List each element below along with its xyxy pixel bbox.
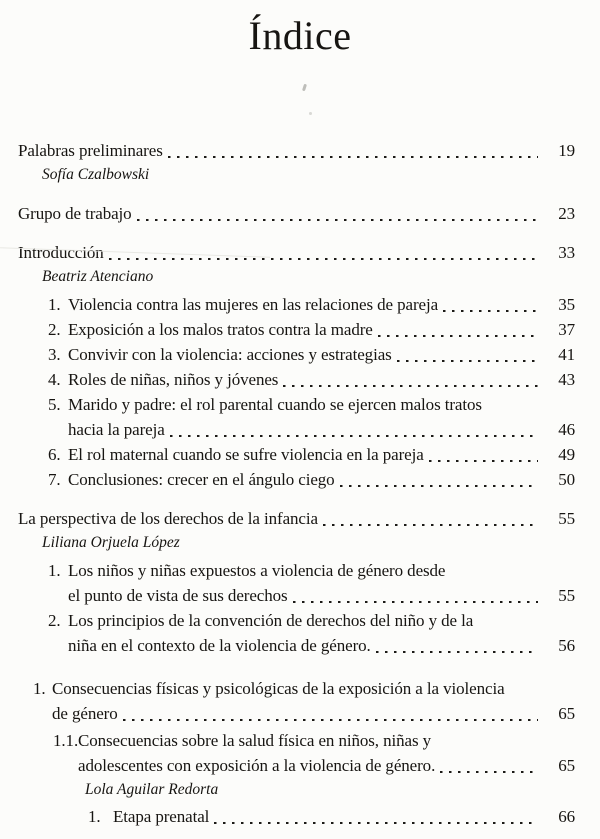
page-number: 23 — [558, 204, 575, 223]
entry-content — [68, 292, 575, 317]
entry-line — [18, 138, 575, 163]
toc-author: Liliana Orjuela López — [42, 534, 180, 551]
item-number: 3. — [48, 345, 61, 364]
item-number: 4. — [48, 370, 61, 389]
dot-leader — [137, 219, 538, 221]
item-number: 7. — [48, 470, 61, 489]
dot-leader — [214, 822, 538, 824]
entry-content — [68, 608, 575, 658]
page-number: 65 — [558, 756, 575, 775]
entry-text: Exposición a los malos tratos contra la madre — [68, 320, 373, 339]
toc-item — [18, 467, 575, 492]
dot-leader — [109, 258, 538, 260]
item-number: 1. — [88, 807, 101, 826]
entry-text: Etapa prenatal — [113, 807, 210, 826]
entry-text: de género — [52, 704, 118, 723]
dot-leader — [397, 360, 538, 362]
entry-line — [78, 753, 575, 778]
toc-item — [18, 442, 575, 467]
toc-item — [18, 317, 575, 342]
entry-line — [68, 633, 575, 658]
item-number: 1. — [48, 561, 61, 580]
entry-line — [68, 367, 575, 392]
page-number: 35 — [558, 295, 575, 314]
entry-line — [68, 292, 575, 317]
entry-text: niña en el contexto de la violencia de género. — [68, 636, 371, 655]
item-number: 1.1. — [53, 731, 79, 750]
toc-item — [18, 367, 575, 392]
item-number: 2. — [48, 320, 61, 339]
entry-text: Convivir con la violencia: acciones y estrategias — [68, 345, 392, 364]
entry-content — [18, 240, 575, 265]
entry-content — [68, 442, 575, 467]
page-title: Índice — [248, 13, 352, 58]
dot-leader — [323, 524, 538, 526]
entry-content — [18, 138, 575, 163]
page-number: 66 — [558, 807, 575, 826]
entry-line — [52, 701, 575, 726]
toc-item — [18, 292, 575, 317]
entry-text: Consecuencias sobre la salud física en niños, niñas y — [78, 731, 432, 750]
entry-text: el punto de vista de sus derechos — [68, 586, 288, 605]
dot-leader — [429, 460, 538, 462]
entry-line — [68, 558, 575, 583]
entry-content — [18, 201, 575, 226]
page-number: 55 — [558, 509, 575, 528]
entry-line — [52, 676, 575, 701]
entry-content — [68, 392, 575, 442]
toc-author: Beatriz Atenciano — [42, 268, 154, 285]
entry-text: Palabras preliminares — [18, 141, 163, 160]
entry-content — [68, 467, 575, 492]
entry-text: adolescentes con exposición a la violencia de género. — [78, 756, 436, 775]
toc-item — [18, 342, 575, 367]
page-number: 46 — [558, 420, 575, 439]
entry-text: Roles de niñas, niños y jóvenes — [68, 370, 279, 389]
dot-leader — [283, 385, 538, 387]
entry-content — [68, 367, 575, 392]
page-number: 49 — [558, 445, 575, 464]
dot-leader — [123, 719, 538, 721]
toc-item — [18, 608, 575, 658]
entry-text: Violencia contra las mujeres en las relaciones de pareja — [68, 295, 439, 314]
entry-text: hacia la pareja — [68, 420, 165, 439]
entry-line — [113, 804, 575, 829]
entry-line — [68, 442, 575, 467]
toc-heading — [18, 240, 575, 265]
page-number: 43 — [558, 370, 575, 389]
entry-text: Conclusiones: crecer en el ángulo ciego — [68, 470, 335, 489]
page-number: 56 — [558, 636, 575, 655]
dot-leader — [170, 435, 538, 437]
page-number: 33 — [558, 243, 575, 262]
page-number: 37 — [558, 320, 575, 339]
entry-line — [18, 506, 575, 531]
entry-line — [68, 467, 575, 492]
entry-content — [68, 317, 575, 342]
dot-leader — [376, 651, 538, 653]
entry-line — [68, 392, 575, 417]
entry-text: El rol maternal cuando se sufre violencia en la pareja — [68, 445, 424, 464]
entry-text: Marido y padre: el rol parental cuando se ejercen malos tratos — [68, 395, 482, 414]
toc-author: Lola Aguilar Redorta — [85, 781, 219, 798]
entry-text: Introducción — [18, 243, 104, 262]
toc-item — [18, 392, 575, 442]
toc-item — [18, 804, 575, 829]
entry-line — [68, 317, 575, 342]
entry-content — [18, 506, 575, 531]
entry-text: Los niños y niñas expuestos a violencia de género desde — [68, 561, 446, 580]
entry-content — [52, 676, 575, 726]
item-number: 6. — [48, 445, 61, 464]
page-number: 65 — [558, 704, 575, 723]
page-number: 50 — [558, 470, 575, 489]
toc-heading — [18, 201, 575, 226]
dot-leader — [378, 335, 538, 337]
dot-leader — [440, 771, 538, 773]
entry-line — [18, 201, 575, 226]
entry-line — [18, 240, 575, 265]
dot-leader — [293, 601, 538, 603]
entry-content — [78, 728, 575, 778]
entry-line — [68, 342, 575, 367]
item-number: 5. — [48, 395, 61, 414]
entry-text: Grupo de trabajo — [18, 204, 132, 223]
toc-item — [18, 558, 575, 608]
entry-line — [68, 583, 575, 608]
entry-content — [68, 342, 575, 367]
toc-author: Sofía Czalbowski — [42, 166, 150, 183]
dot-leader — [340, 485, 538, 487]
dot-leader — [168, 156, 538, 158]
item-number: 2. — [48, 611, 61, 630]
entry-text: Los principios de la convención de derechos del niño y de la — [68, 611, 474, 630]
entry-line — [68, 608, 575, 633]
toc-list — [0, 138, 600, 829]
entry-line — [68, 417, 575, 442]
toc-item — [18, 676, 575, 726]
entry-line — [78, 728, 575, 753]
page-number: 41 — [558, 345, 575, 364]
dot-leader — [443, 310, 538, 312]
item-number: 1. — [48, 295, 61, 314]
item-number: 1. — [33, 679, 46, 698]
scan-speck — [309, 112, 312, 115]
page-number: 55 — [558, 586, 575, 605]
entry-text: La perspectiva de los derechos de la infancia — [18, 509, 318, 528]
toc-item — [18, 728, 575, 778]
toc-heading — [18, 506, 575, 531]
toc-heading — [18, 138, 575, 163]
entry-content — [68, 558, 575, 608]
scan-speck — [302, 84, 307, 92]
entry-content — [113, 804, 575, 829]
page-number: 19 — [558, 141, 575, 160]
entry-text: Consecuencias físicas y psicológicas de la exposición a la violencia — [52, 679, 505, 698]
